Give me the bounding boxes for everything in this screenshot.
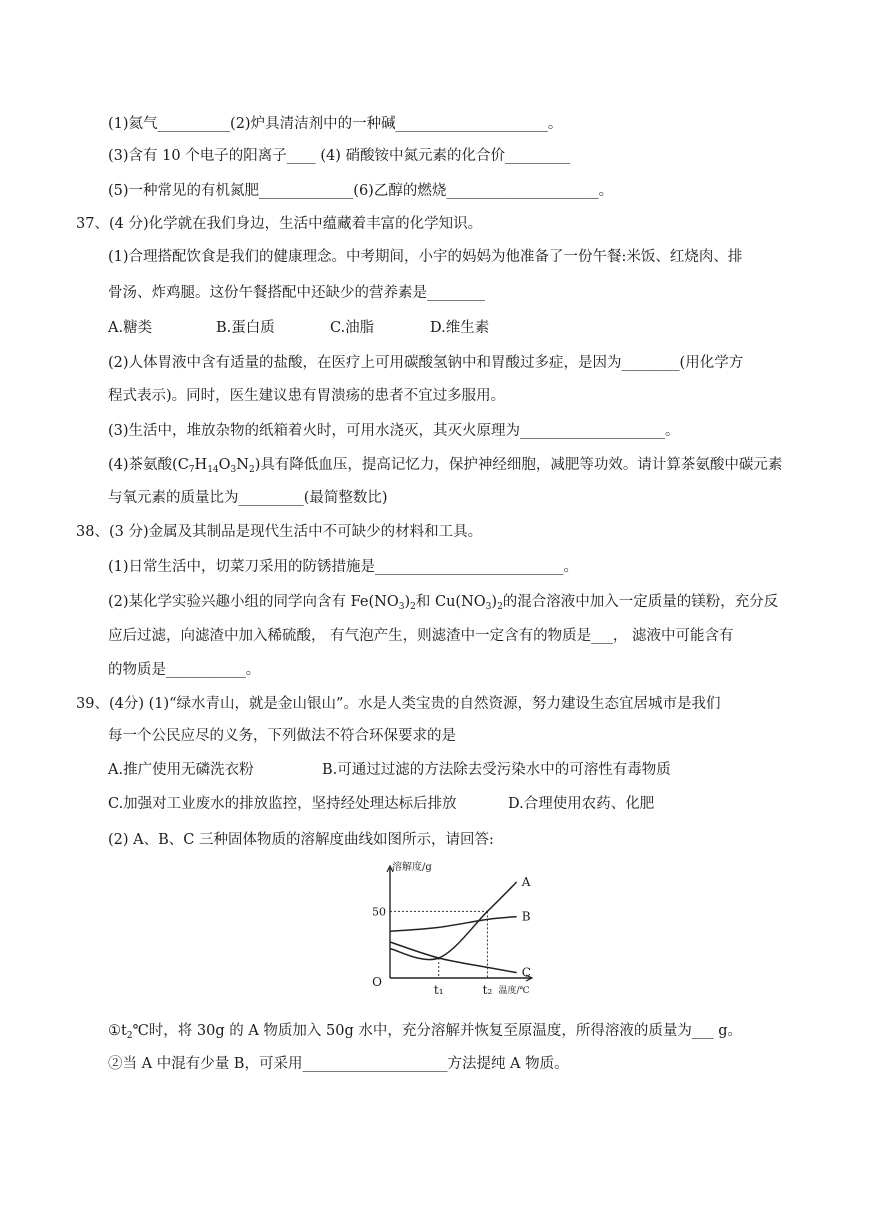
q39-sub-1 xyxy=(108,1021,742,1046)
q36-line-3: (5)一种常见的有机氮肥_____________(6)乙醇的燃烧_____________________。 xyxy=(108,183,614,199)
formula-sub: 3 xyxy=(230,465,237,475)
formula-el: H xyxy=(194,457,208,473)
q37-p4-line-b: 与氧元素的质量比为_________(最简整数比) xyxy=(108,490,388,506)
q39-line-2: 每一个公民应尽的义务，下列做法不符合环保要求的是 xyxy=(108,728,456,744)
curve-c xyxy=(390,942,517,973)
q37-p2-line-a: (2)人体胃液中含有适量的盐酸，在医疗上可用碳酸氢钠中和胃酸过多症，是因为________(用化学方 xyxy=(108,355,744,371)
q37-option-b: B.蛋白质 xyxy=(216,320,275,336)
formula-el: O xyxy=(218,457,231,473)
q37-p3: (3)生活中，堆放杂物的纸箱着火时，可用水浇灭，其灭火原理为____________________。 xyxy=(108,423,680,439)
curve-b xyxy=(390,917,517,932)
formula-sub: 3 xyxy=(485,602,492,612)
formula-sub: 2 xyxy=(248,465,255,475)
curve-label-c: C xyxy=(521,965,531,980)
y-tick-50: 50 xyxy=(372,905,386,919)
q38-p2-text: (2)某化学实验兴趣小组的同学向含有 Fe(NO xyxy=(108,594,399,610)
x-tick-t2: t₂ xyxy=(482,983,493,997)
formula-el: 和 Cu(NO xyxy=(415,594,486,610)
q39-option-d: D.合理使用农药、化肥 xyxy=(508,796,655,812)
q39-option-a: A.推广使用无磷洗衣粉 xyxy=(108,762,254,778)
x-tick-t1: t₁ xyxy=(433,983,444,997)
formula-el: N xyxy=(236,457,249,473)
q37-p4-text: (4)茶氨酸(C xyxy=(108,457,189,473)
q39-title: 39、(4分) (1)“绿水青山，就是金山银山”。水是人类宝贵的自然资源，努力建设生态宜居城市是我们 xyxy=(76,696,721,712)
q37-p1-line-b: 骨汤、炸鸡腿。这份午餐搭配中还缺少的营养素是________ xyxy=(108,285,485,301)
formula-el: ) xyxy=(491,594,498,610)
q39-p2: (2) A、B、C 三种固体物质的溶解度曲线如图所示，请回答: xyxy=(108,832,494,848)
q36-line-1: (1)氦气__________(2)炉具清洁剂中的一种碱_____________________。 xyxy=(108,116,563,132)
q37-title: 37、(4 分)化学就在我们身边，生活中蕴藏着丰富的化学知识。 xyxy=(76,216,483,232)
y-axis-label: 溶解度/g xyxy=(392,862,432,873)
q37-p1-line-a: (1)合理搭配饮食是我们的健康理念。中考期间，小宇的妈妈为他准备了一份午餐:米饭、红烧肉、排 xyxy=(108,249,743,265)
q39-option-b: B.可通过过滤的方法除去受污染水中的可溶性有毒物质 xyxy=(322,762,671,778)
curve-label-a: A xyxy=(521,875,531,889)
curve-label-b: B xyxy=(521,909,531,924)
formula-sub: 14 xyxy=(207,465,219,475)
q37-p2-line-b: 程式表示)。同时，医生建议患有胃溃疡的患者不宜过多服用。 xyxy=(108,388,506,404)
q37-option-d: D.维生素 xyxy=(430,320,490,336)
q38-p2-line-a xyxy=(108,592,778,617)
formula-sub: 2 xyxy=(410,602,416,612)
origin-label: O xyxy=(372,975,382,989)
q37-p4-text: )具有降低血压，提高记忆力，保护神经细胞，减肥等功效。请计算茶氨酸中碳元素 xyxy=(254,457,783,473)
q39-sub-2: ②当 A 中混有少量 B，可采用____________________方法提纯 A 物质。 xyxy=(108,1056,569,1072)
x-axis-label: 温度/℃ xyxy=(498,986,530,996)
formula-sub: 7 xyxy=(188,465,195,475)
q38-p1: (1)日常生活中，切菜刀采用的防锈措施是__________________________。 xyxy=(108,559,579,575)
q38-title: 38、(3 分)金属及其制品是现代生活中不可缺少的材料和工具。 xyxy=(76,524,483,540)
q38-p2-line-c: 的物质是___________。 xyxy=(108,662,261,678)
solubility-chart xyxy=(366,860,536,1010)
q39-option-c: C.加强对工业废水的排放监控，坚持经处理达标后排放 xyxy=(108,796,457,812)
q39-sub-1-text: ①t xyxy=(108,1023,127,1039)
q39-sub-1-text: ℃时，将 30g 的 A 物质加入 50g 水中，充分溶解并恢复至原温度，所得溶液的质量为___ g。 xyxy=(132,1023,743,1039)
q36-line-2: (3)含有 10 个电子的阳离子____ (4) 硝酸铵中氮元素的化合价_________ xyxy=(108,148,571,164)
formula-sub: 2 xyxy=(497,602,503,612)
formula-el: ) xyxy=(404,594,411,610)
q38-p2-text: 的混合溶液中加入一定质量的镁粉，充分反 xyxy=(502,594,779,610)
formula-sub: 3 xyxy=(398,602,405,612)
q38-p2-line-b: 应后过滤，向滤渣中加入稀硫酸， 有气泡产生，则滤渣中一定含有的物质是___， 滤液中可能含有 xyxy=(108,628,734,644)
t2-subscript: 2 xyxy=(126,1031,133,1041)
q37-option-a: A.糖类 xyxy=(108,320,153,336)
q37-p4-line-a xyxy=(108,455,782,480)
q37-option-c: C.油脂 xyxy=(330,320,375,336)
